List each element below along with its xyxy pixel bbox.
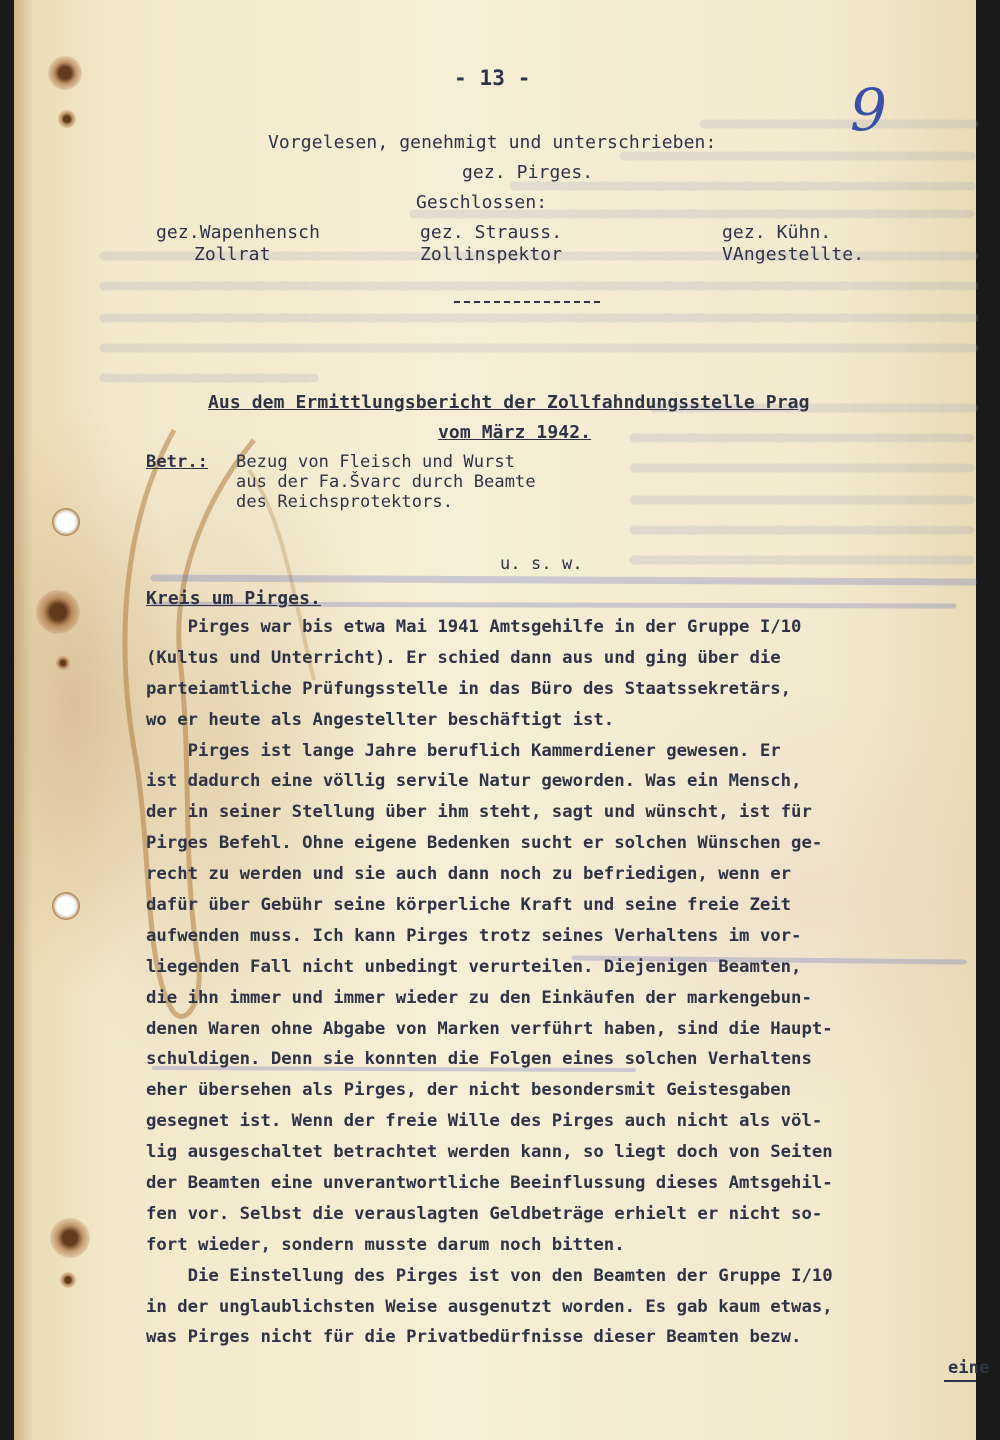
svg-text:9: 9 xyxy=(850,76,887,144)
omission-marker: u. s. w. xyxy=(500,554,583,574)
report-heading: Aus dem Ermittlungsbericht der Zollfahndungsstelle Prag xyxy=(208,392,810,413)
body-line: der in seiner Stellung über ihm steht, sagt und wünscht, ist für xyxy=(146,802,812,823)
body-line: fort wieder, sondern musste darum noch bitten. xyxy=(146,1234,625,1255)
catchword-underline xyxy=(944,1380,976,1382)
body-line: (Kultus und Unterricht). Er schied dann aus und ging über die xyxy=(146,647,781,668)
burn-mark xyxy=(36,590,80,634)
body-line: Pirges Befehl. Ohne eigene Bedenken sucht er solchen Wünschen ge- xyxy=(146,833,823,854)
page-edge-shading xyxy=(14,0,32,1440)
handwritten-folio-number xyxy=(846,74,890,142)
signatory-name: gez.Wapenhensch xyxy=(156,222,321,243)
protocol-read-approved: Vorgelesen, genehmigt und unterschrieben: xyxy=(268,132,717,153)
burn-mark xyxy=(50,1218,90,1258)
body-line: Pirges ist lange Jahre beruflich Kammerdiener gewesen. Er xyxy=(146,740,781,761)
body-line: liegenden Fall nicht unbedingt verurteilen. Diejenigen Beamten, xyxy=(146,956,802,977)
protocol-closed: Geschlossen: xyxy=(416,192,548,213)
subject-line: aus der Fa.Švarc durch Beamte xyxy=(236,472,536,492)
protocol-signed-by: gez. Pirges. xyxy=(462,162,594,183)
body-line: parteiamtliche Prüfungsstelle in das Büro des Staatssekretärs, xyxy=(146,678,792,699)
body-line: gesegnet ist. Wenn der freie Wille des Pirges auch nicht als völ- xyxy=(146,1111,823,1132)
subject-label: Betr.: xyxy=(146,452,209,472)
signatory-name: gez. Kühn. xyxy=(722,222,832,243)
burn-mark xyxy=(60,1272,76,1288)
body-line: eher übersehen als Pirges, der nicht besondersmit Geistesgaben xyxy=(146,1080,792,1101)
subject-line: Bezug von Fleisch und Wurst xyxy=(236,452,516,472)
signatory-title: Zollrat xyxy=(194,244,271,265)
punch-hole xyxy=(52,508,80,536)
body-line: fen vor. Selbst die verauslagten Geldbeträge erhielt er nicht so- xyxy=(146,1203,823,1224)
burn-mark xyxy=(58,110,76,128)
body-line: Die Einstellung des Pirges ist von den Beamten der Gruppe I/10 xyxy=(146,1265,833,1286)
body-line: ist dadurch eine völlig servile Natur geworden. Was ein Mensch, xyxy=(146,771,802,792)
burn-mark xyxy=(48,56,82,90)
burn-mark xyxy=(56,656,70,670)
body-text xyxy=(146,612,976,1353)
catchword: eine xyxy=(948,1358,990,1378)
body-line: in der unglaublichsten Weise ausgenutzt worden. Es gab kaum etwas, xyxy=(146,1296,833,1317)
body-line: der Beamten eine unverantwortliche Beeinflussung dieses Amtsgehil- xyxy=(146,1173,833,1194)
signatory-title: Zollinspektor xyxy=(420,244,563,265)
signatory-title: VAngestellte. xyxy=(722,244,865,265)
body-line: schuldigen. Denn sie konnten die Folgen eines solchen Verhaltens xyxy=(146,1049,812,1070)
body-line: was Pirges nicht für die Privatbedürfnisse dieser Beamten bezw. xyxy=(146,1327,802,1348)
report-heading-date: vom März 1942. xyxy=(438,422,592,443)
bleed-through-lines xyxy=(104,124,974,560)
section-separator xyxy=(454,301,600,303)
body-line: aufwenden muss. Ich kann Pirges trotz seines Verhaltens im vor- xyxy=(146,925,802,946)
subject-line: des Reichsprotektors. xyxy=(236,492,454,512)
signatory-name: gez. Strauss. xyxy=(420,222,563,243)
body-line: lig ausgeschaltet betrachtet werden kann, so liegt doch von Seiten xyxy=(146,1142,833,1163)
body-line: Pirges war bis etwa Mai 1941 Amtsgehilfe in der Gruppe I/10 xyxy=(146,617,802,637)
body-line: denen Waren ohne Abgabe von Marken verführt haben, sind die Haupt- xyxy=(146,1018,833,1039)
punch-hole xyxy=(52,892,80,920)
body-line: recht zu werden und sie auch dann noch zu befriedigen, wenn er xyxy=(146,864,792,885)
body-line: dafür über Gebühr seine körperliche Kraft und seine freie Zeit xyxy=(146,895,792,916)
body-line: wo er heute als Angestellter beschäftigt ist. xyxy=(146,709,615,730)
page-number: - 13 - xyxy=(454,66,531,90)
section-title: Kreis um Pirges. xyxy=(146,588,321,609)
body-line: die ihn immer und immer wieder zu den Einkäufen der markengebun- xyxy=(146,987,812,1008)
document-page xyxy=(14,0,990,1440)
